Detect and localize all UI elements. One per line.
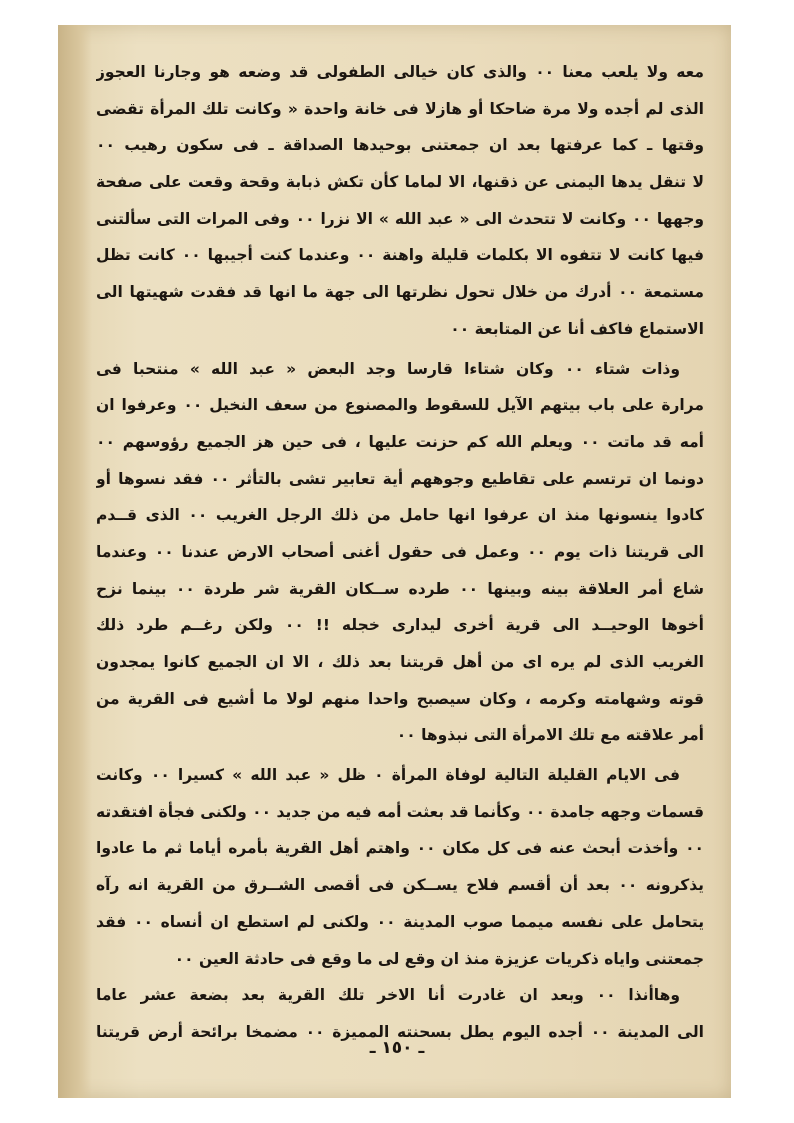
page-spine-shadow	[58, 25, 92, 1098]
text-line: الذى لم أجده ولا مرة ضاحكا أو هازلا فى خانة واحدة « وكانت تلك المرأة تقضى	[96, 99, 704, 118]
paragraph-start-line: وهاأنذا ٠٠ وبعد ان غادرت أنا الاخر تلك القرية بعد بضعة عشر عاما	[96, 986, 680, 1005]
text-line: الى قريتنا ذات يوم ٠٠ وعمل فى حقول أغنى أصحاب الارض عندنا ٠٠ وعندما	[96, 542, 704, 561]
text-line: قسمات وجهه جامدة ٠٠ وكأنما قد بعثت أمه فيه من جديد ٠٠ ولكنى فجأة افتقدته	[96, 802, 704, 821]
text-line: أمر علاقته مع تلك الامرأة التى نبذوها ٠٠	[396, 726, 704, 745]
text-line: شاع أمر العلاقة بينه وبينها ٠٠ طرده ســكان القرية شر طردة ٠٠ بينما نزح	[96, 579, 704, 598]
text-line: أخوها الوحيــد الى قرية أخرى ليدارى خجله !! ٠٠ ولكن رغــم طرد ذلك	[96, 616, 704, 635]
text-line: جمعتنى واياه ذكريات عزيزة منذ ان وقع لى ما وقع فى حادثة العين ٠٠	[174, 949, 704, 968]
text-line: مستمعة ٠٠ أدرك من خلال تحول نظرتها الى جهة ما انها قد فقدت شهيتها الى	[96, 283, 704, 302]
text-line: الى المدينة ٠٠ أجده اليوم يطل بسحنته المميزة ٠٠ مضمخا برائحة أرض قريتنا	[96, 1022, 704, 1041]
text-line: مرارة على باب بيتهم الآيل للسقوط والمصنوع من سعف النخيل ٠٠ وعرفوا ان	[96, 396, 704, 415]
text-line: الغريب الذى لم يره اى من أهل قريتنا بعد ذلك ، الا ان الجميع كانوا يمجدون	[96, 653, 704, 671]
paragraph-start-line: فى الايام القليلة التالية لوفاة المرأة ٠ ظل « عبد الله » كسيرا ٠٠ وكانت	[96, 766, 680, 785]
text-line: قوته وشهامته وكرمه ، وكان سيصبح واحدا منهم لولا ما أشيع فى القرية من	[96, 689, 704, 708]
text-line: دونما ان ترتسم على تقاطيع وجوههم أية تعابير تشى بالتأثر ٠٠ فقد نسوها أو	[96, 469, 704, 488]
page-number: ـ ١٥٠ ـ	[369, 1038, 425, 1058]
text-line: الاستماع فاكف أنا عن المتابعة ٠٠	[450, 319, 704, 338]
page-text	[96, 54, 704, 1051]
text-line: أمه قد ماتت ٠٠ ويعلم الله كم حزنت عليها ، فى حين هز الجميع رؤوسهم ٠٠	[96, 432, 704, 451]
text-line: معه ولا يلعب معنا ٠٠ والذى كان خيالى الطفولى قد وضعه هو وجارنا العجوز	[96, 63, 704, 81]
text-line: كادوا ينسونها منذ ان عرفوا انها حامل من ذلك الرجل الغريب ٠٠ الذى قــدم	[96, 506, 704, 525]
text-line: ٠٠ وأخذت أبحث عنه فى كل مكان ٠٠ واهتم أهل القرية بأمره أياما ثم ما عادوا	[96, 839, 704, 858]
text-line: يذكرونه ٠٠ بعد أن أقسم فلاح يســكن فى أقصى الشــرق من القرية انه رآه	[96, 876, 704, 895]
text-line: فيها كانت لا تتفوه الا بكلمات قليلة واهنة ٠٠ وعندما كنت أجيبها ٠٠ كانت تظل	[96, 246, 704, 265]
text-line: وجهها ٠٠ وكانت لا تتحدث الى « عبد الله » الا نزرا ٠٠ وفى المرات التى سألتنى	[96, 209, 704, 228]
paragraph-start-line: وذات شتاء ٠٠ وكان شتاءا قارسا وجد البعض « عبد الله » منتحبا فى	[96, 359, 680, 378]
text-line: يتحامل على نفسه ميمما صوب المدينة ٠٠ ولكنى لم استطع ان أنساه ٠٠ فقد	[96, 912, 704, 931]
text-line: وقتها ـ كما عرفتها بعد ان جمعتنى بوحيدها الصداقة ـ فى سكون رهيب ٠٠	[96, 136, 704, 155]
text-line: لا تنقل يدها اليمنى عن ذقنها، الا لماما كأن تكش ذبابة وقحة وقعت على صفحة	[96, 173, 704, 192]
